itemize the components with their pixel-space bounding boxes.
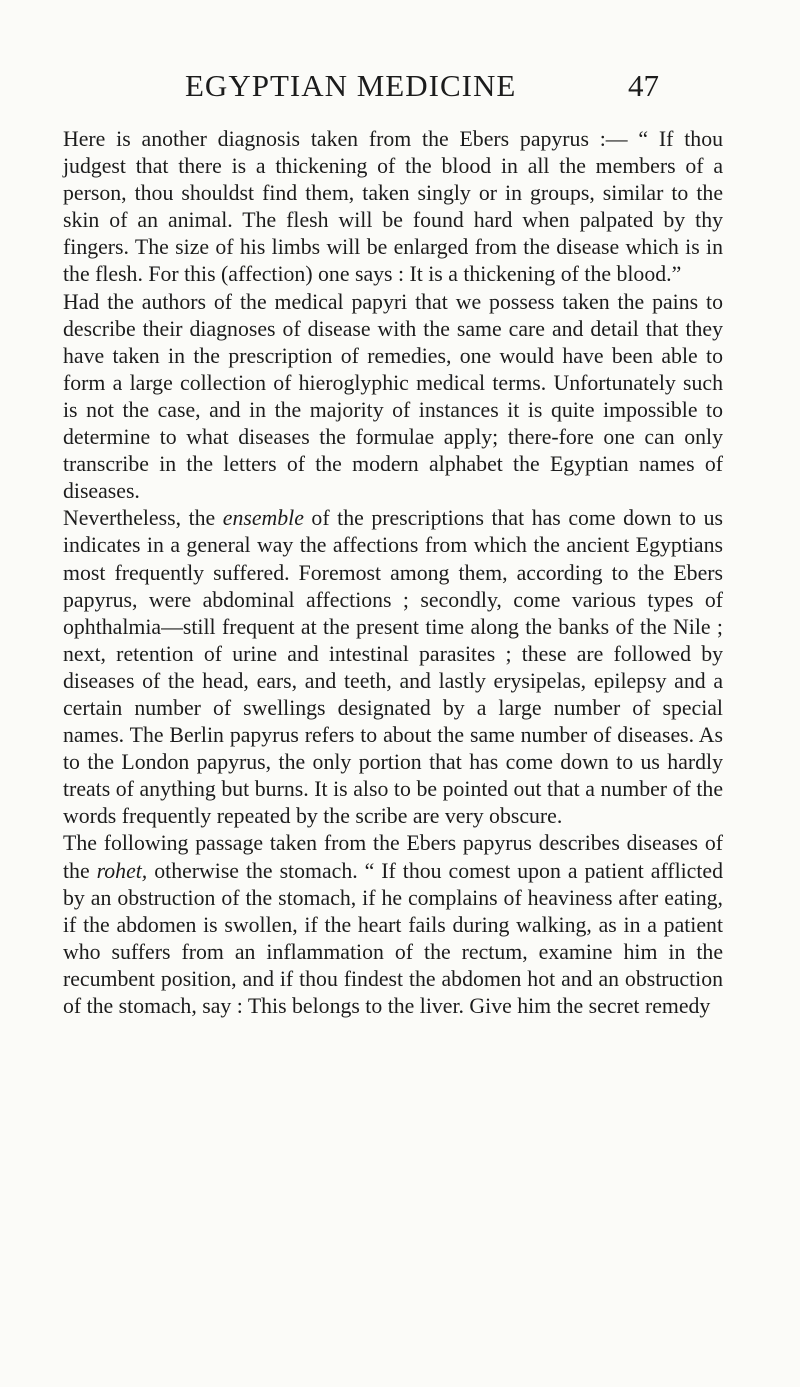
paragraph-medical-papyri: Had the authors of the medical papyri that we possess taken the pains to describe their diagnoses of disease with the same care and detail that they have taken in the prescription of remedies, one would have been able to form a large collection of hieroglyphic medical terms. Unfortunately such is not the case, and in the majority of instances it is quite impossible to determine to what diseases the formulae apply; there-fore one can only transcribe in the letters of the modern alphabet the Egyptian names of diseases. xyxy=(63,289,723,504)
italic-term-rohet: rohet, xyxy=(96,858,148,883)
paragraph-diagnosis-quote: Here is another diagnosis taken from the Ebers papyrus :— “ If thou judgest that there is a thickening of the blood in all the members of a person, thou shouldst find them, taken singly or in groups, similar to the skin of an animal. The flesh will be found hard when palpated by thy fingers. The size of his limbs will be enlarged from the disease which is in the flesh. For this (affection) one says : It is a thickening of the blood.” xyxy=(63,127,723,287)
paragraph-rohet xyxy=(63,830,723,1020)
italic-term-ensemble: ensemble xyxy=(222,506,304,531)
paragraph-affections-text-end: of the prescriptions that has come down to us indicates in a general way the affections from which the ancient Egyptians most frequently suffered. Foremost among them, according to the Ebers papyrus, were abdominal affections ; secondly, come various types of ophthalmia—still frequent at the present time along the banks of the Nile ; next, retention of urine and intestinal parasites ; these are followed by diseases of the head, ears, and teeth, and lastly erysipelas, epilepsy and a certain number of swellings designated by a large number of special names. The Berlin papyrus refers to about the same number of diseases. As to the London papyrus, the only portion that has come down to us hardly treats of anything but burns. It is also to be pointed out that a number of the words frequently repeated by the scribe are very obscure. xyxy=(63,506,723,829)
page-number: 47 xyxy=(628,68,659,103)
paragraph-rohet-text-start: The following passage taken from the Ebers papyrus describes diseases of the xyxy=(63,831,723,883)
paragraph-affections-text-start: Nevertheless, the xyxy=(63,506,223,531)
body-text xyxy=(63,126,723,1020)
paragraph-affections xyxy=(63,505,723,830)
running-head xyxy=(0,66,800,106)
running-title: EGYPTIAN MEDICINE xyxy=(185,68,517,103)
paragraph-rohet-text-end: otherwise the stomach. “ If thou comest upon a patient afflicted by an obstruction of the stomach, if he complains of heaviness after eating, if the abdomen is swollen, if the heart fails during walking, as in a patient who suffers from an inflammation of the rectum, examine him in the recumbent position, and if thou findest the abdomen hot and an obstruction of the stomach, say : This belongs to the liver. Give him the secret remedy xyxy=(63,858,723,1018)
